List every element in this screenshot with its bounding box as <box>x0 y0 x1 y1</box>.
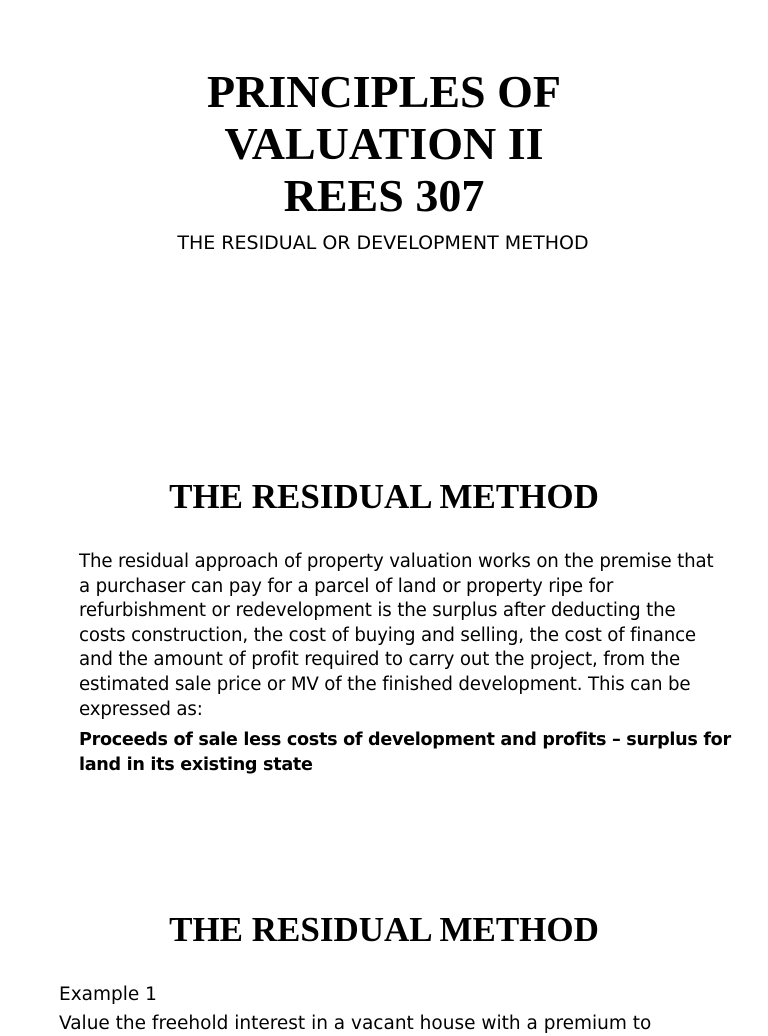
paragraph-line: costs construction, the cost of buying and selling, the cost of finance <box>79 624 696 646</box>
page-subtitle: THE RESIDUAL OR DEVELOPMENT METHOD <box>177 232 589 254</box>
formula-line: Proceeds of sale less costs of development and profits – surplus for <box>79 730 731 750</box>
formula-statement <box>79 728 729 777</box>
paragraph-line: estimated sale price or MV of the finished development. This can be <box>79 673 691 695</box>
section-heading: THE RESIDUAL METHOD <box>169 910 599 949</box>
page-title <box>0 66 768 222</box>
paragraph-line: The residual approach of property valuation works on the premise that <box>79 551 714 572</box>
paragraph-line: and the amount of profit required to carry out the project, from the <box>79 649 680 671</box>
example-text-cut-off: Value the freehold interest in a vacant house with a premium to <box>59 1013 652 1034</box>
definition-paragraph <box>79 550 729 722</box>
title-line-3: REES 307 <box>283 170 485 221</box>
title-line-2: VALUATION II <box>224 118 544 169</box>
title-line-1: PRINCIPLES OF <box>207 66 561 117</box>
formula-line: land in its existing state <box>79 754 313 775</box>
paragraph-line: expressed as: <box>79 698 203 720</box>
paragraph-line: refurbishment or redevelopment is the surplus after deducting the <box>79 600 676 622</box>
section-heading: THE RESIDUAL METHOD <box>169 477 599 516</box>
paragraph-line: a purchaser can pay for a parcel of land or property ripe for <box>79 575 614 597</box>
example-label: Example 1 <box>59 984 157 1005</box>
